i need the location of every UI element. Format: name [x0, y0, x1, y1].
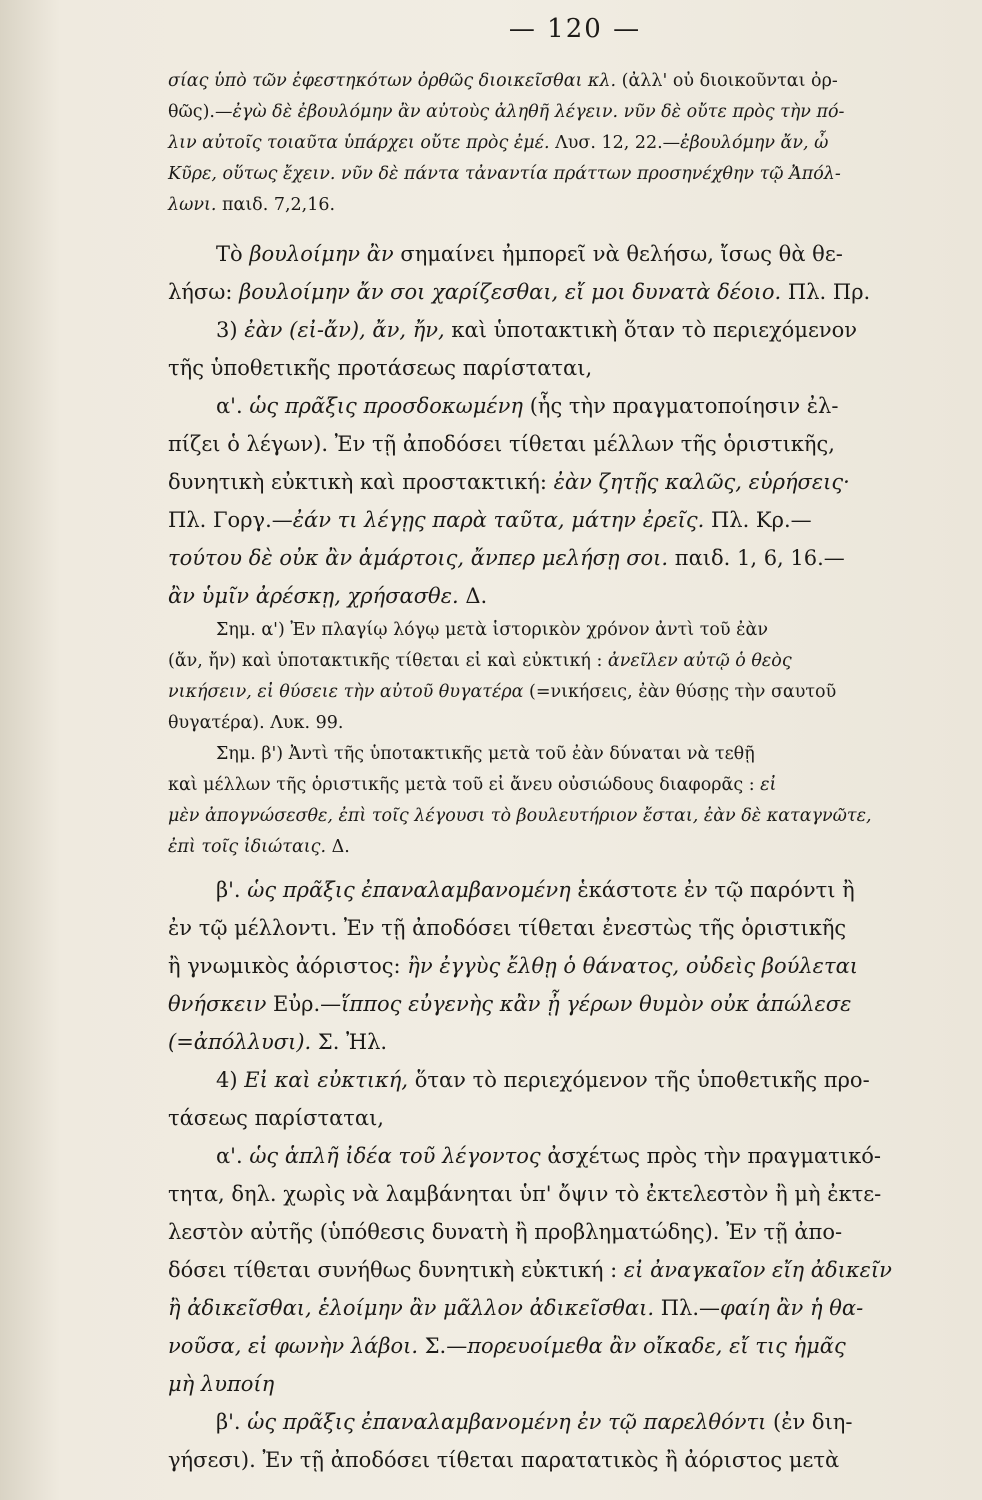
text-line [168, 539, 942, 577]
text-run: ἑκάστοτε ἐν τῷ παρόντι ἢ [570, 878, 855, 902]
text-line [168, 1061, 942, 1099]
italic-run: ἐάν τι λέγῃς παρὰ ταῦτα, μάτην ἐρεῖς. [292, 508, 705, 532]
spacer [168, 863, 942, 871]
text-line [168, 577, 942, 615]
italic-run: Κῦρε, οὕτως ἔχειν. νῦν δὲ πάντα τἀναντία πράττων προσηνέχθην τῷ Ἀπόλ- [168, 164, 841, 184]
italic-run: νοῦσα, εἰ φωνὴν λάβοι. [168, 1334, 419, 1358]
text-line [168, 1137, 942, 1175]
text-line [168, 677, 942, 708]
italic-run: θνήσκειν [168, 992, 267, 1016]
italic-run: πορευοίμεθα ἂν οἴκαδε, εἴ τις ἡμᾶς [467, 1334, 846, 1358]
text-run: Εὐρ.— [266, 992, 342, 1016]
text-run: Σημ. β') Ἀντὶ τῆς ὑποτακτικῆς μετὰ τοῦ ἐὰν δύναται νὰ τεθῇ [216, 744, 755, 764]
text-run: Σ.— [418, 1334, 468, 1358]
italic-run: ἢν ἐγγὺς ἔλθῃ ὁ θάνατος, οὐδεὶς βούλεται [407, 954, 858, 978]
italic-run: φαίη ἂν ἡ θα- [720, 1296, 864, 1320]
text-run: Δ. [326, 837, 350, 857]
text-run: Δ. [458, 584, 488, 608]
italic-run: βουλοίμην ἄν σοι χαρίζεσθαι, εἴ μοι δυνατὰ δέοιο. [239, 280, 782, 304]
text-run: ἐν τῷ μέλλοντι. Ἐν τῇ ἀποδόσει τίθεται ἐνεστὼς τῆς ὁριστικῆς [168, 916, 847, 940]
text-run: α'. [216, 394, 250, 418]
text-run: ἀσχέτως πρὸς τὴν πραγματικό- [540, 1144, 881, 1168]
text-run: λήσω: [168, 280, 240, 304]
text-run: α'. [216, 1144, 250, 1168]
text-line [168, 909, 942, 947]
text-line [168, 311, 942, 349]
text-line [168, 1403, 942, 1441]
text-run: δυνητικὴ εὐκτικὴ καὶ προστακτική: [168, 470, 554, 494]
text-line [168, 739, 942, 770]
page-number: — 120 — [508, 14, 642, 44]
text-run: δόσει τίθεται συνήθως δυνητικὴ εὐκτική : [168, 1258, 624, 1282]
text-line [168, 770, 942, 801]
spacer [168, 221, 942, 235]
text-block [168, 66, 942, 221]
text-run: β'. [216, 1410, 248, 1434]
italic-run: ἐγὼ δὲ ἐβουλόμην ἂν αὐτοὺς ἀληθῆ λέγειν. νῦν δὲ οὔτε πρὸς τὴν πό- [232, 102, 845, 122]
text-line [168, 235, 942, 273]
italic-run: νικήσειν, εἰ θύσειε τὴν αὐτοῦ θυγατέρα [168, 682, 524, 702]
text-run: καὶ ὑποτακτικὴ ὅταν τὸ περιεχόμενον [444, 318, 858, 342]
text-line [168, 947, 942, 985]
italic-run: εἰ [760, 775, 777, 795]
italic-run: ἐὰν ζητῇς καλῶς, εὑρήσεις· [553, 470, 850, 494]
italic-run: μὴ λυποίη [168, 1372, 275, 1396]
italic-run: ἐὰν (εἰ-ἄν), ἄν, ἤν, [244, 318, 445, 342]
text-run: καὶ μέλλων τῆς ὁριστικῆς μετὰ τοῦ εἰ ἄνευ οὐσιώδους διαφορᾶς : [168, 775, 761, 795]
text-line [168, 985, 942, 1023]
text-run: 4) [216, 1068, 245, 1092]
text-run: (ἄν, ἤν) καὶ ὑποτακτικῆς τίθεται εἰ καὶ εὐκτική : [168, 651, 608, 671]
text-run: θυγατέρα). Λυκ. 99. [168, 713, 344, 733]
text-run: Πλ.— [654, 1296, 720, 1320]
text-line [168, 463, 942, 501]
text-run: τητα, δηλ. χωρὶς νὰ λαμβάνηται ὑπ' ὄψιν τὸ ἐκτελεστὸν ἢ μὴ ἐκτε- [168, 1182, 882, 1206]
text-line [168, 646, 942, 677]
text-line [168, 159, 942, 190]
italic-run: ἂν ὑμῖν ἀρέσκῃ, χρήσασθε. [168, 584, 459, 608]
text-block [168, 871, 942, 1479]
text-run: γήσεσι). Ἐν τῇ ἀποδόσει τίθεται παρατατικὸς ἢ ἀόριστος μετὰ [168, 1448, 840, 1472]
text-line [168, 97, 942, 128]
text-line [168, 1175, 942, 1213]
text-run: ὅταν τὸ περιεχόμενον τῆς ὑποθετικῆς προ- [408, 1068, 870, 1092]
text-line [168, 1289, 942, 1327]
italic-run: ἢ ἀδικεῖσθαι, ἑλοίμην ἂν μᾶλλον ἀδικεῖσθαι. [168, 1296, 655, 1320]
text-line [168, 501, 942, 539]
text-line [168, 832, 942, 863]
italic-run: τούτου δὲ οὐκ ἂν ἁμάρτοις, ἄνπερ μελήσῃ σοι. [168, 546, 669, 570]
text-line [168, 273, 942, 311]
text-run: (=νικήσεις, ἐὰν θύσῃς τὴν σαυτοῦ [523, 682, 837, 702]
text-line [168, 1099, 942, 1137]
text-line [168, 1441, 942, 1479]
italic-run: εἰ ἀναγκαῖον εἴη ἀδικεῖν [623, 1258, 892, 1282]
text-run: Πλ. Πρ. [781, 280, 871, 304]
text-line [168, 128, 942, 159]
text-line [168, 871, 942, 909]
text-run: ἢ γνωμικὸς ἀόριστος: [168, 954, 408, 978]
italic-run: ἵππος εὐγενὴς κἂν ᾖ γέρων θυμὸν οὐκ ἀπώλεσε [341, 992, 852, 1016]
italic-run: ἀνεῖλεν αὐτῷ ὁ θεὸς [607, 651, 792, 671]
text-run: (ἐν διη- [766, 1410, 853, 1434]
page-body [168, 66, 942, 1479]
text-block [168, 235, 942, 615]
italic-run: (=ἀπόλλυσι). [168, 1030, 312, 1054]
text-run: Σ. Ἠλ. [311, 1030, 388, 1054]
italic-run: ὡς πρᾶξις ἐπαναλαμβανομένη [247, 878, 571, 902]
text-run: Σημ. α') Ἐν πλαγίῳ λόγῳ μετὰ ἱστορικὸν χρόνον ἀντὶ τοῦ ἐὰν [216, 620, 768, 640]
italic-run: ὡς πρᾶξις προσδοκωμένη [249, 394, 524, 418]
text-line [168, 1213, 942, 1251]
text-line [168, 708, 942, 739]
italic-run: μὲν ἀπογνώσεσθε, ἐπὶ τοῖς λέγουσι τὸ βουλευτήριον ἔσται, ἐὰν δὲ καταγνῶτε, [168, 806, 872, 826]
text-line [168, 190, 942, 221]
text-run: παιδ. 1, 6, 16.— [668, 546, 845, 570]
italic-run: σίας ὑπὸ τῶν ἐφεστηκότων ὀρθῶς διοικεῖσθαι κλ. [168, 71, 622, 91]
text-run: Πλ. Κρ.— [704, 508, 812, 532]
text-run: (ἀλλ' οὐ διοικοῦνται ὀρ- [621, 71, 838, 91]
text-run: τάσεως παρίσταται, [168, 1106, 384, 1130]
text-run: 3) [216, 318, 245, 342]
text-line [168, 387, 942, 425]
text-run: (ἧς τὴν πραγματοποίησιν ἐλ- [523, 394, 839, 418]
text-run: τῆς ὑποθετικῆς προτάσεως παρίσταται, [168, 356, 593, 380]
text-run: Λυσ. 12, 22.— [555, 133, 681, 153]
text-line [168, 1327, 942, 1365]
text-run: παιδ. 7,2,16. [222, 195, 336, 215]
italic-run: λωνι. [168, 195, 222, 215]
text-run: β'. [216, 878, 248, 902]
text-line [168, 615, 942, 646]
text-run: πίζει ὁ λέγων). Ἐν τῇ ἀποδόσει τίθεται μέλλων τῆς ὁριστικῆς, [168, 432, 835, 456]
italic-run: ὡς πρᾶξις ἐπαναλαμβανομένη ἐν τῷ παρελθόντι [247, 1410, 767, 1434]
text-line [168, 425, 942, 463]
text-run: Πλ. Γοργ.— [168, 508, 293, 532]
italic-run: ἐβουλόμην ἄν, ὦ [680, 133, 829, 153]
text-run: θῶς).— [168, 102, 233, 122]
text-line [168, 1251, 942, 1289]
text-line [168, 66, 942, 97]
italic-run: Εἰ καὶ εὐκτική, [244, 1068, 409, 1092]
italic-run: ὡς ἁπλῆ ἰδέα τοῦ λέγοντος [249, 1144, 541, 1168]
italic-run: λιν αὐτοῖς τοιαῦτα ὑπάρχει οὔτε πρὸς ἐμέ. [168, 133, 556, 153]
italic-run: βουλοίμην ἂν [249, 242, 394, 266]
text-run: Τὸ [216, 242, 250, 266]
text-run: σημαίνει ἠμπορεῖ νὰ θελήσω, ἴσως θὰ θε- [393, 242, 843, 266]
text-line [168, 801, 942, 832]
italic-run: ἐπὶ τοῖς ἰδιώταις. [168, 837, 327, 857]
text-line [168, 1023, 942, 1061]
text-block [168, 615, 942, 863]
text-line [168, 349, 942, 387]
text-run: λεστὸν αὐτῆς (ὑπόθεσις δυνατὴ ἢ προβληματώδης). Ἐν τῇ ἀπο- [168, 1220, 843, 1244]
text-line [168, 1365, 942, 1403]
